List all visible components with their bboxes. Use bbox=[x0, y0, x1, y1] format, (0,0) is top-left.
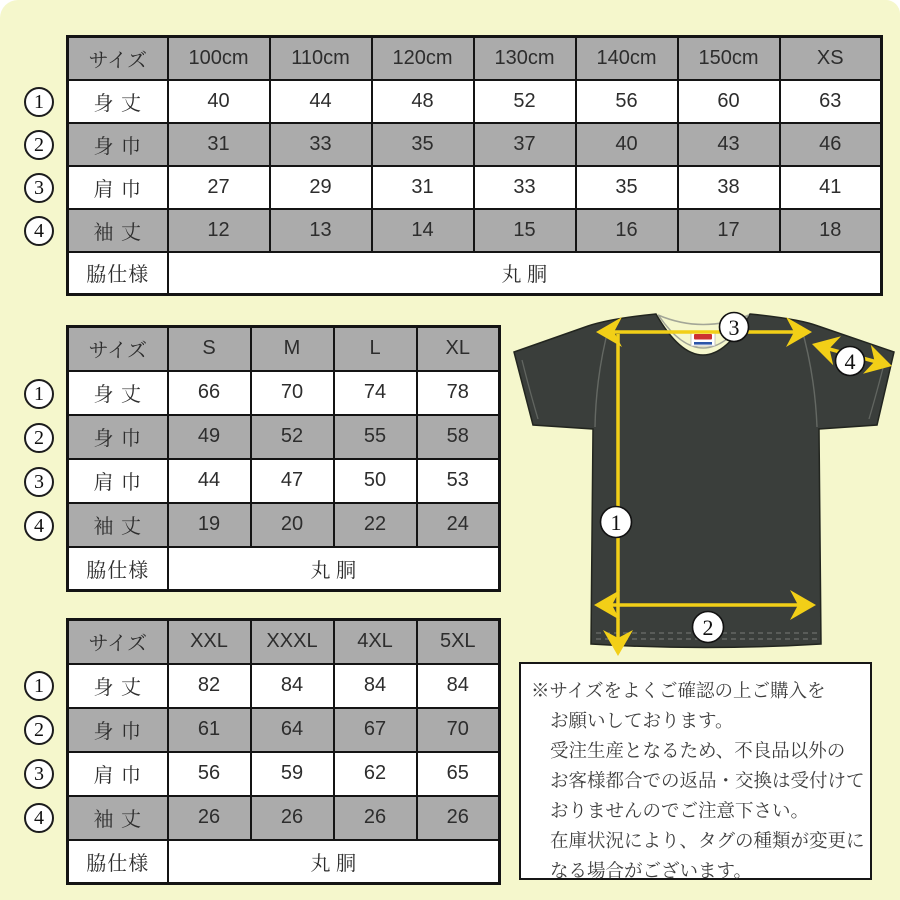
cell: 63 bbox=[780, 80, 882, 123]
note-line: お願いしております。 bbox=[550, 710, 734, 731]
diagram-marker-1 bbox=[601, 507, 632, 538]
note-line: おりませんのでご注意下さい。 bbox=[550, 800, 810, 821]
cell: 18 bbox=[780, 209, 882, 252]
marker-3-shoulder-width: 3 bbox=[24, 173, 54, 203]
row-label: 袖 丈 bbox=[68, 209, 168, 252]
marker-4-sleeve-length: 4 bbox=[24, 511, 54, 541]
cell: 44 bbox=[270, 80, 372, 123]
table-row bbox=[68, 664, 500, 708]
header-cell: 130cm bbox=[474, 37, 576, 80]
cell: 44 bbox=[168, 459, 251, 503]
note-line: 受注生産となるため、不良品以外の bbox=[550, 740, 846, 761]
cell: 46 bbox=[780, 123, 882, 166]
svg-text:1: 1 bbox=[610, 510, 622, 535]
cell: 27 bbox=[168, 166, 270, 209]
table-row bbox=[68, 371, 500, 415]
cell: 84 bbox=[417, 664, 500, 708]
header-cell: XXXL bbox=[251, 620, 334, 664]
size-table-xxl-5xl bbox=[66, 618, 501, 885]
header-cell: XXL bbox=[168, 620, 251, 664]
cell: 26 bbox=[251, 796, 334, 840]
cell: 37 bbox=[474, 123, 576, 166]
cell: 84 bbox=[251, 664, 334, 708]
row-label: 身 丈 bbox=[68, 80, 168, 123]
cell: 52 bbox=[474, 80, 576, 123]
cell: 60 bbox=[678, 80, 780, 123]
cell: 55 bbox=[334, 415, 417, 459]
cell: 78 bbox=[417, 371, 500, 415]
row-label: 袖 丈 bbox=[68, 796, 168, 840]
cell: 22 bbox=[334, 503, 417, 547]
cell: 26 bbox=[417, 796, 500, 840]
cell: 52 bbox=[251, 415, 334, 459]
cell: 58 bbox=[417, 415, 500, 459]
row-label: 肩 巾 bbox=[68, 166, 168, 209]
cell: 59 bbox=[251, 752, 334, 796]
table-row bbox=[68, 503, 500, 547]
cell: 38 bbox=[678, 166, 780, 209]
table-row bbox=[68, 459, 500, 503]
cell: 26 bbox=[168, 796, 251, 840]
cell: 16 bbox=[576, 209, 678, 252]
cell: 33 bbox=[270, 123, 372, 166]
cell: 19 bbox=[168, 503, 251, 547]
cell: 17 bbox=[678, 209, 780, 252]
note-line: ※サイズをよくご確認の上ご購入を bbox=[531, 680, 826, 701]
footer-value: 丸 胴 bbox=[168, 547, 500, 591]
header-cell: サイズ bbox=[68, 327, 168, 371]
header-cell: サイズ bbox=[68, 37, 168, 80]
row-label: 脇仕様 bbox=[68, 547, 168, 591]
header-cell: XS bbox=[780, 37, 882, 80]
table-row bbox=[68, 708, 500, 752]
row-label: 肩 巾 bbox=[68, 752, 168, 796]
cell: 31 bbox=[372, 166, 474, 209]
cell: 24 bbox=[417, 503, 500, 547]
cell: 29 bbox=[270, 166, 372, 209]
cell: 50 bbox=[334, 459, 417, 503]
row-label: 脇仕様 bbox=[68, 252, 168, 295]
cell: 70 bbox=[251, 371, 334, 415]
cell: 49 bbox=[168, 415, 251, 459]
purchase-note-box bbox=[519, 662, 872, 880]
row-label: 脇仕様 bbox=[68, 840, 168, 884]
header-cell: 100cm bbox=[168, 37, 270, 80]
size-table-kids-xs bbox=[66, 35, 883, 296]
marker-2-body-width: 2 bbox=[24, 423, 54, 453]
marker-3-shoulder-width: 3 bbox=[24, 759, 54, 789]
svg-text:2: 2 bbox=[702, 615, 714, 640]
cell: 47 bbox=[251, 459, 334, 503]
marker-2-body-width: 2 bbox=[24, 130, 54, 160]
cell: 40 bbox=[576, 123, 678, 166]
cell: 41 bbox=[780, 166, 882, 209]
cell: 43 bbox=[678, 123, 780, 166]
cell: 33 bbox=[474, 166, 576, 209]
header-cell: M bbox=[251, 327, 334, 371]
marker-4-sleeve-length: 4 bbox=[24, 216, 54, 246]
header-cell: 120cm bbox=[372, 37, 474, 80]
table-row bbox=[68, 166, 882, 209]
cell: 82 bbox=[168, 664, 251, 708]
table-header-row bbox=[68, 327, 500, 371]
row-label: 身 巾 bbox=[68, 708, 168, 752]
note-line: 在庫状況により、タグの種類が変更に bbox=[550, 830, 865, 851]
tshirt-measurement-diagram bbox=[506, 300, 898, 662]
table-row bbox=[68, 123, 882, 166]
marker-1-body-length: 1 bbox=[24, 671, 54, 701]
header-cell: 110cm bbox=[270, 37, 372, 80]
table-row bbox=[68, 796, 500, 840]
cell: 15 bbox=[474, 209, 576, 252]
cell: 74 bbox=[334, 371, 417, 415]
cell: 35 bbox=[372, 123, 474, 166]
table-row bbox=[68, 209, 882, 252]
cell: 62 bbox=[334, 752, 417, 796]
marker-1-body-length: 1 bbox=[24, 379, 54, 409]
cell: 20 bbox=[251, 503, 334, 547]
diagram-marker-2 bbox=[693, 612, 724, 643]
cell: 64 bbox=[251, 708, 334, 752]
table-footer-row bbox=[68, 252, 882, 295]
cell: 67 bbox=[334, 708, 417, 752]
cell: 65 bbox=[417, 752, 500, 796]
cell: 56 bbox=[576, 80, 678, 123]
cell: 13 bbox=[270, 209, 372, 252]
svg-text:4: 4 bbox=[844, 349, 856, 374]
table-footer-row bbox=[68, 840, 500, 884]
table-footer-row bbox=[68, 547, 500, 591]
row-label: 身 丈 bbox=[68, 371, 168, 415]
footer-value: 丸 胴 bbox=[168, 840, 500, 884]
marker-3-shoulder-width: 3 bbox=[24, 467, 54, 497]
cell: 53 bbox=[417, 459, 500, 503]
table-header-row bbox=[68, 620, 500, 664]
table-header-row bbox=[68, 37, 882, 80]
header-cell: 150cm bbox=[678, 37, 780, 80]
row-label: 身 巾 bbox=[68, 415, 168, 459]
table-row bbox=[68, 415, 500, 459]
cell: 70 bbox=[417, 708, 500, 752]
cell: 48 bbox=[372, 80, 474, 123]
table-row bbox=[68, 752, 500, 796]
header-cell: 4XL bbox=[334, 620, 417, 664]
footer-value: 丸 胴 bbox=[168, 252, 882, 295]
cell: 35 bbox=[576, 166, 678, 209]
header-cell: S bbox=[168, 327, 251, 371]
table-row bbox=[68, 80, 882, 123]
cell: 14 bbox=[372, 209, 474, 252]
header-cell: 5XL bbox=[417, 620, 500, 664]
cell: 84 bbox=[334, 664, 417, 708]
header-cell: XL bbox=[417, 327, 500, 371]
marker-4-sleeve-length: 4 bbox=[24, 803, 54, 833]
header-cell: 140cm bbox=[576, 37, 678, 80]
header-cell: L bbox=[334, 327, 417, 371]
marker-2-body-width: 2 bbox=[24, 715, 54, 745]
row-label: 肩 巾 bbox=[68, 459, 168, 503]
cell: 56 bbox=[168, 752, 251, 796]
cell: 61 bbox=[168, 708, 251, 752]
note-line: お客様都合での返品・交換は受付けて bbox=[550, 770, 865, 791]
svg-text:3: 3 bbox=[728, 315, 740, 340]
row-label: 身 丈 bbox=[68, 664, 168, 708]
row-label: 袖 丈 bbox=[68, 503, 168, 547]
cell: 31 bbox=[168, 123, 270, 166]
cell: 26 bbox=[334, 796, 417, 840]
marker-1-body-length: 1 bbox=[24, 87, 54, 117]
diagram-marker-4 bbox=[836, 347, 865, 376]
size-table-s-xl bbox=[66, 325, 501, 592]
row-label: 身 巾 bbox=[68, 123, 168, 166]
diagram-marker-3 bbox=[720, 313, 749, 342]
note-line: なる場合がございます。 bbox=[550, 860, 753, 881]
cell: 66 bbox=[168, 371, 251, 415]
cell: 40 bbox=[168, 80, 270, 123]
cell: 12 bbox=[168, 209, 270, 252]
header-cell: サイズ bbox=[68, 620, 168, 664]
